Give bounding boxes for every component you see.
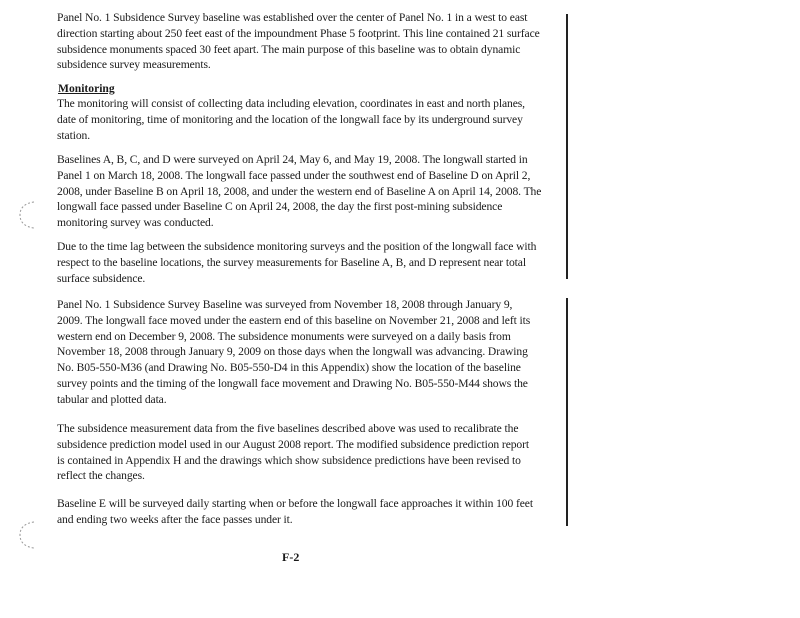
binding-hole-mark-lower bbox=[16, 518, 38, 552]
revision-bar-lower bbox=[566, 298, 568, 526]
paragraph-time-lag: Due to the time lag between the subsidence monitoring surveys and the position of the longwall face with respect to the baseline locations, the survey measurements for Baseline A, B, and D represent near total surface subsidence. bbox=[57, 240, 537, 285]
page-number: F-2 bbox=[282, 550, 300, 564]
binding-hole-mark-upper bbox=[16, 198, 38, 232]
paragraph-baseline-e: Baseline E will be surveyed daily starting when or before the longwall face approaches it within 100 feet and ending two weeks after the face passes under it. bbox=[57, 497, 533, 526]
paragraph-panel-survey: Panel No. 1 Subsidence Survey Baseline was surveyed from November 18, 2008 through January 9, 2009. The longwall face moved under the eastern end of this baseline on November 21, 2008 and left its western end on December 9, 2008. The subsidence monuments were surveyed on a daily basis from November 18, 2008 through January 9, 2009 on those days when the longwall was advancing. Drawing No. B05-550-M36 (and Drawing No. B05-550-D4 in this Appendix) show the location of the baseline survey points and the timing of the longwall face movement and Drawing No. B05-550-M44 shows the tabular and plotted data. bbox=[57, 298, 531, 406]
revision-bar-upper bbox=[566, 14, 568, 279]
paragraph-recalibration: The subsidence measurement data from the five baselines described above was used to recalibrate the subsidence prediction model used in our August 2008 report. The modified subsidence prediction report is contained in Appendix H and the drawings which show subsidence predictions have been revised to reflect the changes. bbox=[57, 422, 530, 483]
section-heading-monitoring: Monitoring bbox=[58, 82, 115, 95]
paragraph-monitoring: The monitoring will consist of collecting data including elevation, coordinates in east and north planes, date of monitoring, time of monitoring and the location of the longwall face by its underground survey station. bbox=[57, 97, 525, 142]
paragraph-panel-baseline: Panel No. 1 Subsidence Survey baseline was established over the center of Panel No. 1 in a west to east direction starting about 250 feet east of the impoundment Phase 5 footprint. This line contained 21 surface subsidence monuments spaced 30 feet apart. The main purpose of this baseline was to obtain dynamic subsidence survey measurements. bbox=[57, 11, 540, 72]
paragraph-baselines-surveyed: Baselines A, B, C, and D were surveyed on April 24, May 6, and May 19, 2008. The longwall started in Panel 1 on March 18, 2008. The longwall face passed under the southwest end of Baseline D on April 2, 2008, under Baseline B on April 18, 2008, and under the western end of Baseline A on April 14, 2008. The longwall face passed under Baseline C on April 24, 2008, the day the first post-mining subsidence monitoring survey was conducted. bbox=[57, 153, 542, 230]
